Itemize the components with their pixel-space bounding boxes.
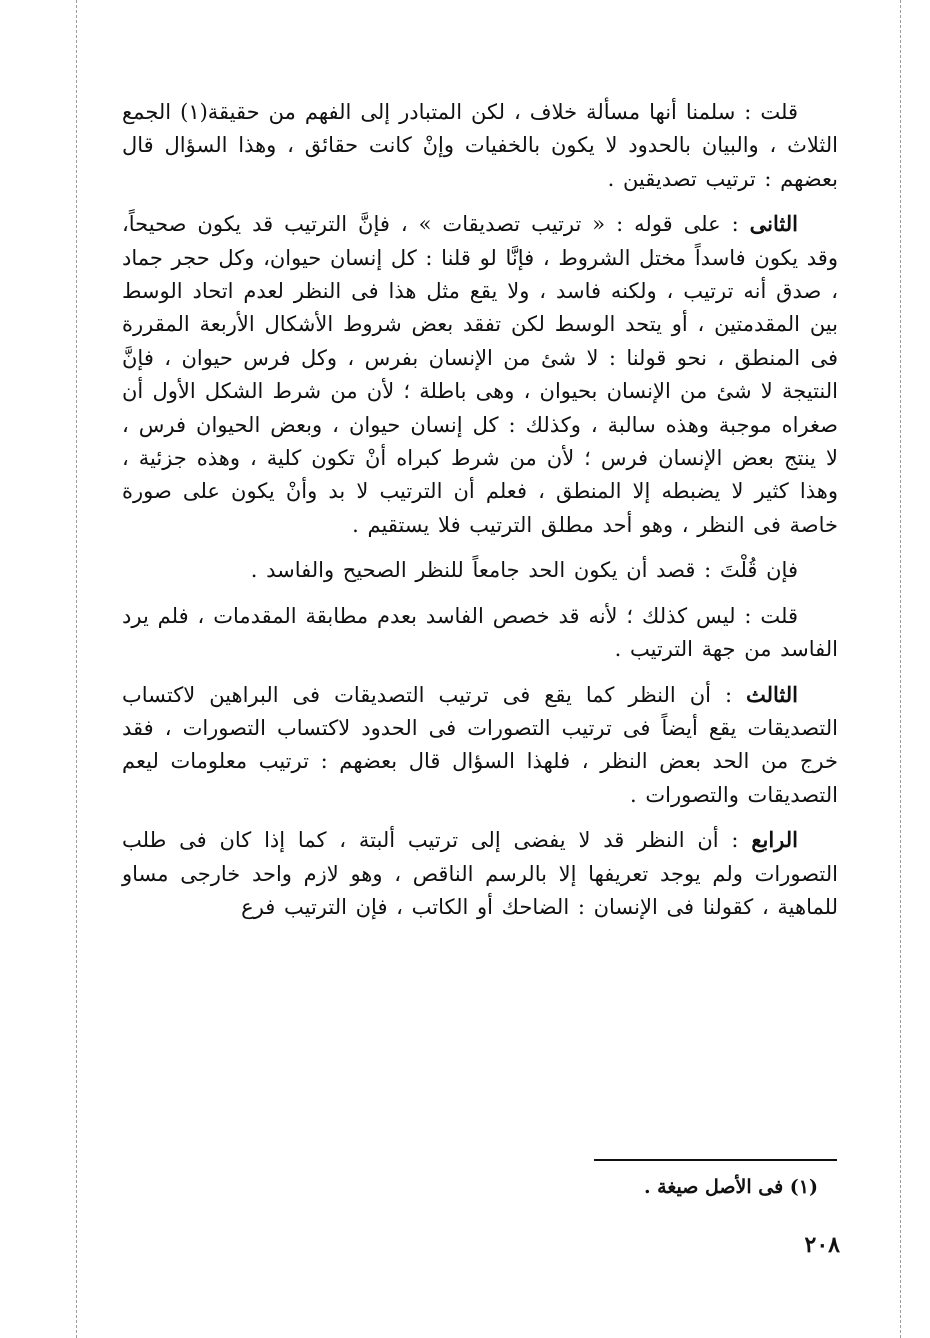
footnote: (١) فى الأصل صيغة . (643, 1176, 818, 1198)
left-margin-guide (76, 0, 77, 1338)
right-margin-guide (900, 0, 901, 1338)
paragraph (122, 207, 838, 542)
paragraph (122, 823, 838, 924)
paragraph-text: قلت : ليس كذلك ؛ لأنه قد خصص الفاسد بعدم مطابقة المقدمات ، فلم يرد الفاسد من جهة الترتيب . (122, 603, 838, 662)
page-body (122, 95, 838, 935)
paragraph-text: : أن النظر كما يقع فى ترتيب التصديقات فى البراهين لاكتساب التصديقات يقع أيضاً فى ترتيب التصورات فى الحدود لاكتساب التصورات ، فقد خرج من الحد بعض النظر ، فلهذا السؤال قال بعضهم : ترتيب معلومات ليعم التصديقات والتصورات . (122, 682, 838, 807)
paragraph (122, 553, 838, 587)
paragraph-text: : أن النظر قد لا يفضى إلى ترتيب ألبتة ، كما إذا كان فى طلب التصورات ولم يوجد تعريفها إلا بالرسم الناقص ، وهو لازم واحد خارجى مساو للماهية ، كقولنا فى الإنسان : الضاحك أو الكاتب ، فإن الترتيب فرع (122, 828, 838, 919)
paragraph-lead: الثانى (749, 211, 798, 237)
paragraph-lead: الثالث (746, 681, 798, 707)
paragraph-lead: الرابع (751, 827, 798, 853)
footnote-divider (594, 1159, 837, 1161)
page-number: ٢٠٨ (804, 1232, 840, 1258)
paragraph-text: : على قوله : « ترتيب تصديقات » ، فإنَّ الترتيب قد يكون صحيحاً، وقد يكون فاسداً مختل الشروط ، فإنَّا لو قلنا : كل إنسان حيوان، وكل حجر جماد ، صدق أنه ترتيب ، ولكنه فاسد ، ولا يقع مثل هذا فى النظر لعدم اتحاد الوسط بين المقدمتين ، أو يتحد الوسط لكن تفقد بعض شروط الأشكال الأربعة المقررة فى المنطق ، نحو قولنا : لا شئ من الإنسان بفرس ، وكل فرس حيوان ، فإنَّ النتيجة لا شئ من الإنسان بحيوان ، وهى باطلة ؛ لأن من شرط الشكل الأول أن صغراه موجبة وهذه سالبة ، وكذلك : كل إنسان حيوان ، وبعض الحيوان فرس ، لا ينتج بعض الإنسان فرس ؛ لأن من شرط كبراه أنْ تكون كلية ، وهذه جزئية ، وهذا كثير لا يضبطه إلا المنطق ، فعلم أن الترتيب لا بد وأنْ يكون على صورة خاصة فى النظر ، وهو أحد مطلق الترتيب فلا يستقيم . (122, 212, 838, 537)
paragraph (122, 599, 838, 667)
paragraph (122, 678, 838, 813)
paragraph-text: فإن قُلْتَ : قصد أن يكون الحد جامعاً للنظر الصحيح والفاسد . (250, 558, 798, 583)
paragraph-text: قلت : سلمنا أنها مسألة خلاف ، لكن المتبادر إلى الفهم من حقيقة(١) الجمع الثلاث ، والبيان بالحدود لا يكون بالخفيات وإنْ كانت حقائق ، وهذا السؤال قال بعضهم : ترتيب تصديقين . (122, 100, 838, 191)
paragraph (122, 95, 838, 196)
